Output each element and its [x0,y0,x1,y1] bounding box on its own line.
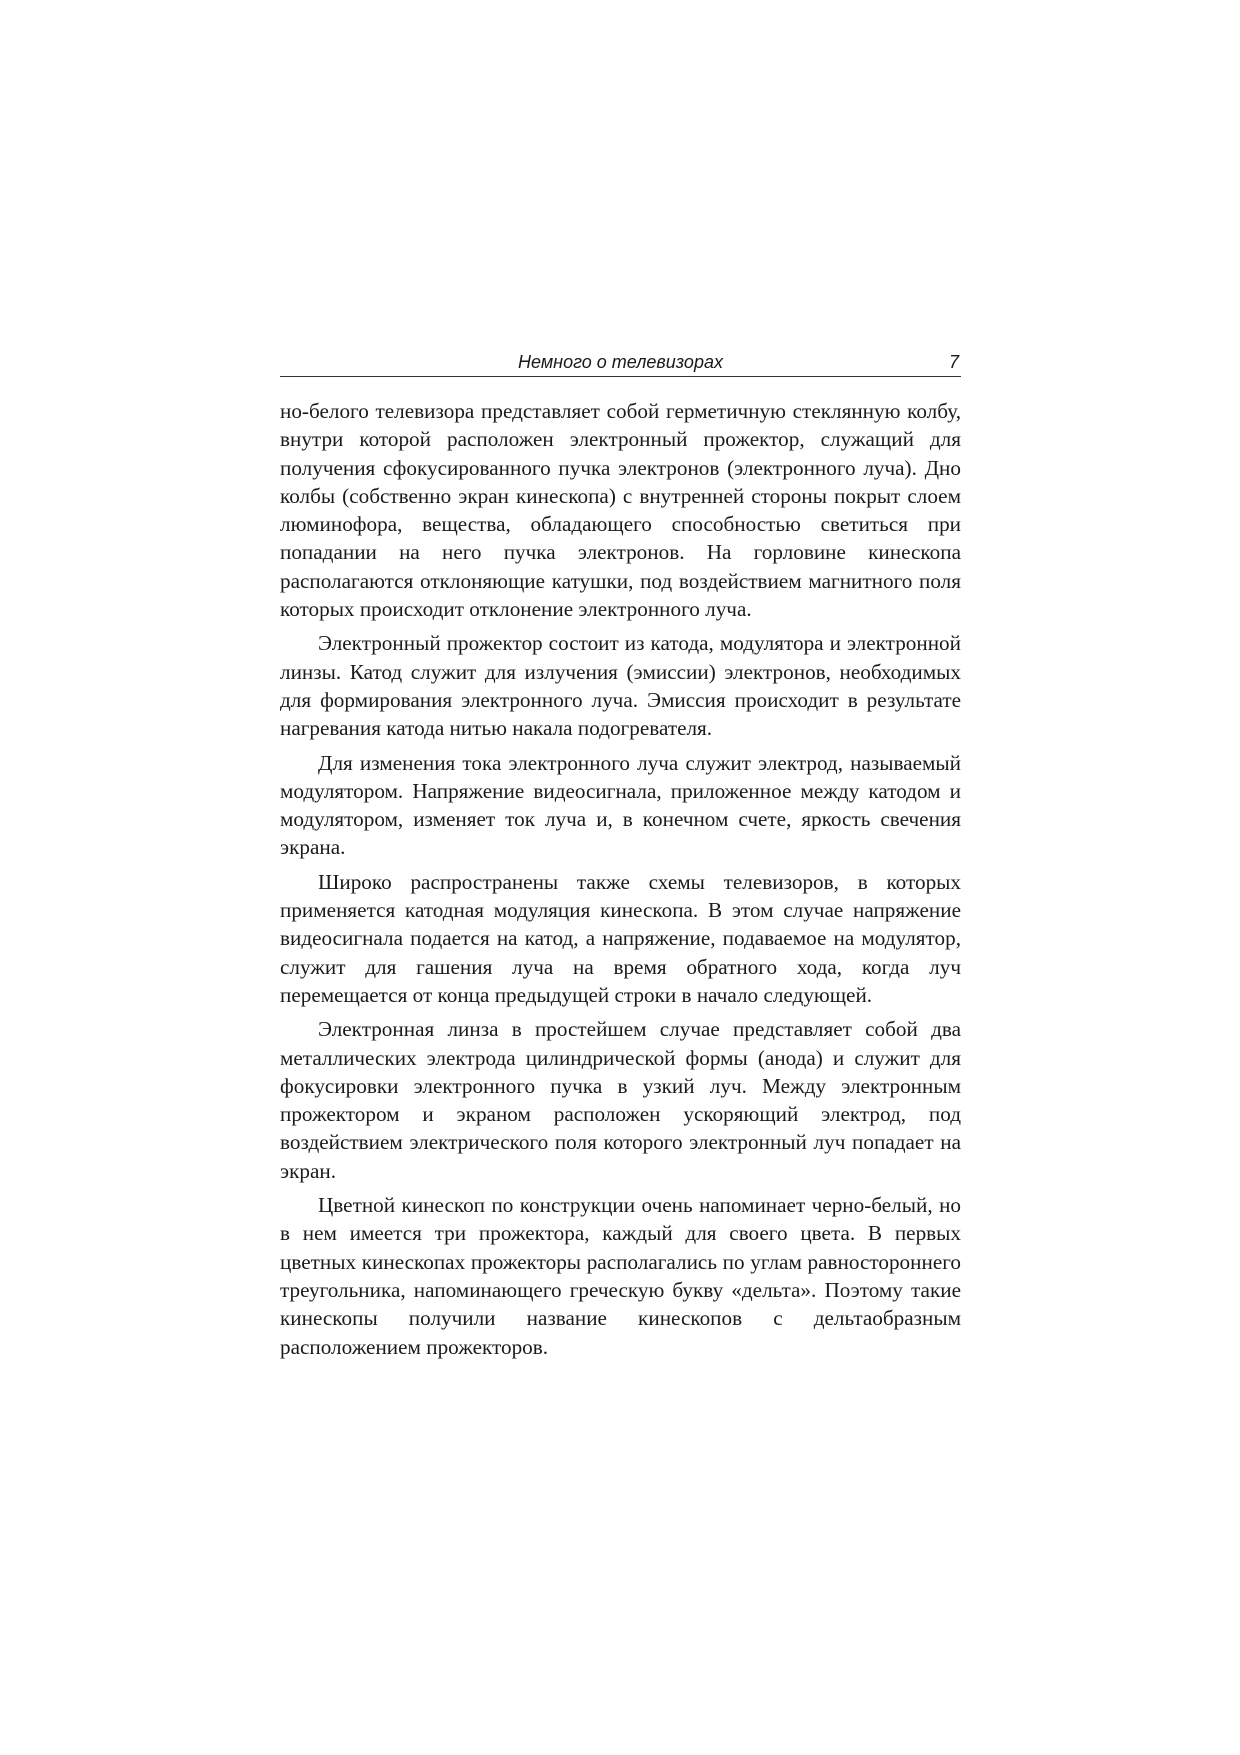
paragraph-kinescope-bw: но-белого телевизора представляет собой герметичную стеклянную колбу, внутри которой расположен электронный прожектор, служащий для получения сфокусированного пучка электронов (электронного луча). Дно колбы (собственно экран кинескопа) с внутренней стороны покрыт слоем люминофора, вещества, обладающего способностью светиться при попадании на него пучка электронов. На горловине кинескопа располагаются отклоняющие катушки, под воздействием магнитного поля которых происходит отклонение электронного луча. [280,399,961,622]
page-number: 7 [948,352,959,372]
paragraph-cathode-modulation: Широко распространены также схемы телевизоров, в которых применяется катодная модуляция кинескопа. В этом случае напряжение видеосигнала подается на катод, а напряжение, подаваемое на модулятор, служит для гашения луча на время обратного хода, когда луч перемещается от конца предыдущей строки в начало следующей. [280,869,961,1007]
body-text [280,397,961,1361]
running-title: Немного о телевизорах [518,352,723,372]
book-page [280,350,961,1367]
paragraph-electron-gun: Электронный прожектор состоит из катода, модулятора и электронной линзы. Катод служит для излучения (эмиссии) электронов, необходимых для формирования электронного луча. Эмиссия происходит в результате нагревания катода нитью накала подогревателя. [280,631,961,741]
running-header [280,350,961,377]
paragraph-modulator: Для изменения тока электронного луча служит электрод, называемый модулятором. Напряжение видеосигнала, приложенное между катодом и модулятором, изменяет ток луча и, в конечном счете, яркость свечения экрана. [280,750,961,860]
paragraph-electron-lens: Электронная линза в простейшем случае представляет собой два металлических электрода цилиндрической формы (анода) и служит для фокусировки электронного пучка в узкий луч. Между электронным прожектором и экраном расположен ускоряющий электрод, под воздействием электрического поля которого электронный луч попадает на экран. [280,1017,961,1183]
paragraph-color-kinescope: Цветной кинескоп по конструкции очень напоминает черно-белый, но в нем имеется три прожектора, каждый для своего цвета. В первых цветных кинескопах прожекторы располагались по углам равностороннего треугольника, напоминающего греческую букву «дельта». Поэтому такие кинескопы получили название кинескопов с дельтаобразным расположением прожекторов. [280,1193,961,1359]
